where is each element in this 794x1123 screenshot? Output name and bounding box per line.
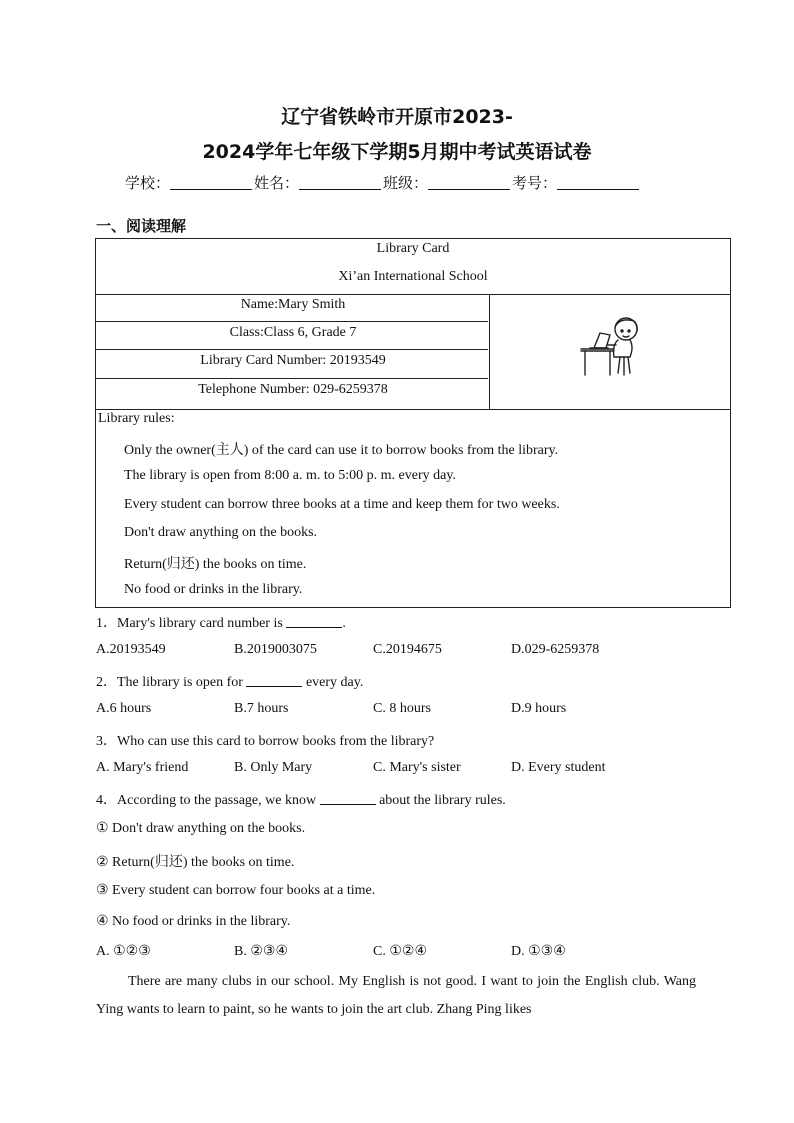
question-1: [96, 612, 346, 632]
option-d[interactable]: D. Every student: [511, 760, 606, 775]
question-stem-end: .: [342, 616, 346, 631]
option-d[interactable]: D. ①③④: [511, 944, 566, 959]
rules-title: Library rules:: [98, 411, 175, 426]
option-a[interactable]: A. Mary's friend: [96, 760, 189, 775]
option-d[interactable]: D.9 hours: [511, 701, 567, 716]
option-b[interactable]: B. Only Mary: [234, 760, 313, 775]
question-4: [96, 789, 506, 809]
student-laptop-icon: [576, 311, 646, 381]
statement-2: ② Return(归还) the books on time.: [96, 855, 295, 870]
school-label: 学校：: [125, 174, 171, 192]
exam-title-line1: 辽宁省铁岭市开原市2023-: [281, 106, 513, 128]
option-d[interactable]: D.029-6259378: [511, 642, 600, 657]
table-divider: [489, 294, 490, 409]
question-stem: 3．Who can use this card to borrow books from the library?: [96, 734, 435, 749]
card-class: Class:Class 6, Grade 7: [229, 325, 357, 340]
rule-item: Don't draw anything on the books.: [124, 525, 318, 540]
number-label: 考号：: [512, 174, 558, 192]
number-blank[interactable]: [557, 175, 639, 190]
rule-item: No food or drinks in the library.: [124, 582, 303, 597]
option-c[interactable]: C. ①②④: [373, 944, 427, 959]
table-divider: [96, 294, 730, 295]
option-c[interactable]: C. Mary's sister: [373, 760, 461, 775]
card-header-school: Xi’an International School: [338, 269, 488, 284]
card-number: Library Card Number: 20193549: [200, 353, 386, 368]
question-stem: 1．Mary's library card number is: [96, 616, 287, 631]
card-header-title: Library Card: [376, 241, 450, 256]
table-divider: [96, 409, 730, 410]
library-card-table: [95, 238, 731, 608]
rule-item: Return(归还) the books on time.: [124, 557, 307, 572]
rule-item: Every student can borrow three books at a time and keep them for two weeks.: [124, 497, 560, 512]
card-name: Name:Mary Smith: [240, 297, 346, 312]
rule-item: The library is open from 8:00 a. m. to 5:00 p. m. every day.: [124, 468, 456, 483]
statement-3: ③ Every student can borrow four books at a time.: [96, 883, 376, 898]
option-b[interactable]: B.2019003075: [234, 642, 317, 657]
name-label: 姓名：: [254, 174, 300, 192]
table-divider: [96, 378, 488, 379]
question-stem: 2．The library is open for: [96, 675, 247, 690]
option-a[interactable]: A.6 hours: [96, 701, 152, 716]
answer-blank[interactable]: [320, 792, 376, 805]
name-blank[interactable]: [299, 175, 381, 190]
rule-item: Only the owner(主人) of the card can use it to borrow books from the library.: [124, 443, 559, 458]
question-3: [96, 730, 434, 750]
option-c[interactable]: C. 8 hours: [373, 701, 431, 716]
table-divider: [96, 321, 488, 322]
reading-passage: There are many clubs in our school. My English is not good. I want to join the English club. Wang Ying wants to learn to paint, so he wants to join the art club. Zhang Ping likes: [96, 974, 696, 1017]
option-a[interactable]: A. ①②③: [96, 944, 151, 959]
answer-blank[interactable]: [286, 615, 342, 628]
question-stem: 4．According to the passage, we know: [96, 793, 320, 808]
statement-4: ④ No food or drinks in the library.: [96, 914, 291, 929]
school-blank[interactable]: [170, 175, 252, 190]
class-label: 班级：: [383, 174, 429, 192]
student-info-line: [125, 172, 641, 193]
option-a[interactable]: A.20193549: [96, 642, 166, 657]
exam-title-line2: 2024学年七年级下学期5月期中考试英语试卷: [202, 141, 592, 163]
card-telephone: Telephone Number: 029-6259378: [198, 382, 388, 397]
option-c[interactable]: C.20194675: [373, 642, 442, 657]
answer-blank[interactable]: [246, 674, 302, 687]
option-b[interactable]: B.7 hours: [234, 701, 289, 716]
question-stem-end: every day.: [302, 675, 364, 690]
statement-1: ① Don't draw anything on the books.: [96, 821, 306, 836]
section-title: 一、阅读理解: [96, 217, 187, 235]
question-2: [96, 671, 363, 691]
class-blank[interactable]: [428, 175, 510, 190]
table-divider: [96, 349, 488, 350]
option-b[interactable]: B. ②③④: [234, 944, 288, 959]
question-stem-end: about the library rules.: [375, 793, 506, 808]
